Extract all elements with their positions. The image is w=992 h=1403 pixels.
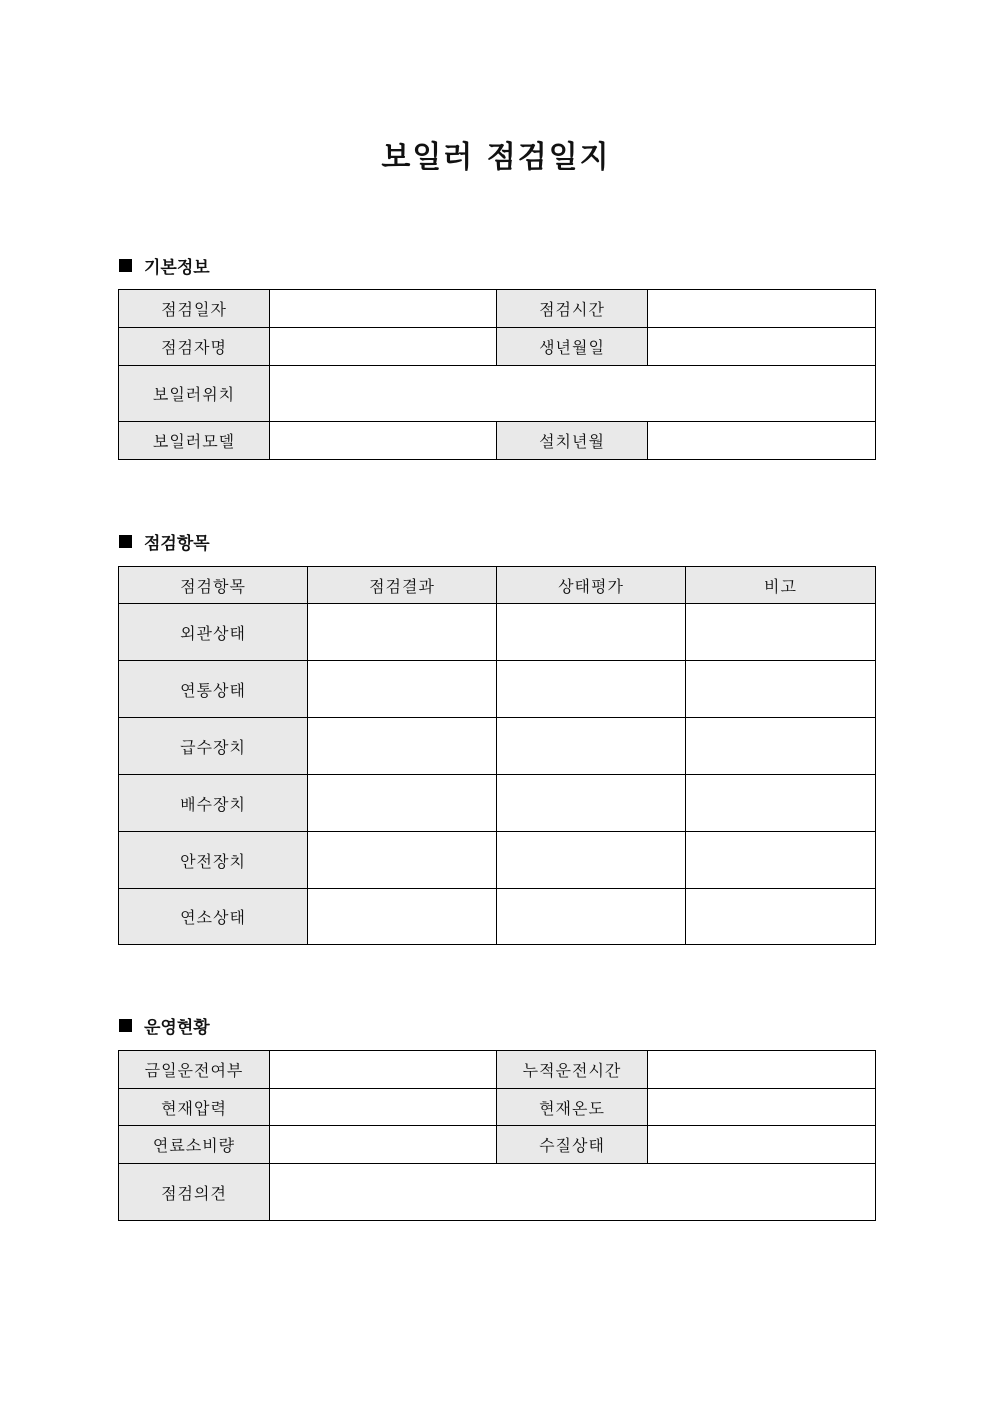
inspector-name-label: 점검자명	[119, 328, 270, 366]
square-bullet-icon	[119, 1019, 132, 1032]
evaluation-cell[interactable]	[497, 889, 686, 945]
inspection-opinion-label: 점검의견	[119, 1164, 270, 1221]
basic-info-table	[118, 289, 876, 460]
section-heading-label: 기본정보	[144, 257, 210, 278]
current-temperature-label: 현재온도	[497, 1089, 648, 1126]
column-header-remarks: 비고	[686, 567, 876, 604]
evaluation-cell[interactable]	[497, 832, 686, 889]
result-cell[interactable]	[308, 889, 497, 945]
table-row	[119, 604, 876, 661]
section-heading-basic-info	[119, 253, 210, 277]
boiler-model-label: 보일러모델	[119, 422, 270, 460]
inspection-time-field[interactable]	[648, 290, 876, 328]
item-label-exterior: 외관상태	[119, 604, 308, 661]
inspection-date-label: 점검일자	[119, 290, 270, 328]
evaluation-cell[interactable]	[497, 604, 686, 661]
remarks-cell[interactable]	[686, 889, 876, 945]
inspector-name-field[interactable]	[270, 328, 497, 366]
fuel-consumption-field[interactable]	[270, 1126, 497, 1164]
column-header-item: 점검항목	[119, 567, 308, 604]
table-row	[119, 366, 876, 422]
table-header-row	[119, 567, 876, 604]
inspection-opinion-field[interactable]	[270, 1164, 876, 1221]
boiler-model-field[interactable]	[270, 422, 497, 460]
result-cell[interactable]	[308, 775, 497, 832]
install-date-label: 설치년월	[497, 422, 648, 460]
result-cell[interactable]	[308, 832, 497, 889]
birth-date-field[interactable]	[648, 328, 876, 366]
table-row	[119, 775, 876, 832]
section-heading-label: 점검항목	[144, 533, 210, 554]
current-pressure-field[interactable]	[270, 1089, 497, 1126]
evaluation-cell[interactable]	[497, 661, 686, 718]
install-date-field[interactable]	[648, 422, 876, 460]
table-row	[119, 1126, 876, 1164]
remarks-cell[interactable]	[686, 718, 876, 775]
item-label-water-supply: 급수장치	[119, 718, 308, 775]
boiler-location-field[interactable]	[270, 366, 876, 422]
evaluation-cell[interactable]	[497, 775, 686, 832]
table-row	[119, 718, 876, 775]
remarks-cell[interactable]	[686, 832, 876, 889]
inspection-items-table	[118, 566, 876, 945]
item-label-safety: 안전장치	[119, 832, 308, 889]
current-temperature-field[interactable]	[648, 1089, 876, 1126]
water-quality-field[interactable]	[648, 1126, 876, 1164]
water-quality-label: 수질상태	[497, 1126, 648, 1164]
table-row	[119, 1164, 876, 1221]
table-row	[119, 832, 876, 889]
square-bullet-icon	[119, 535, 132, 548]
cumulative-hours-field[interactable]	[648, 1051, 876, 1089]
table-row	[119, 328, 876, 366]
square-bullet-icon	[119, 259, 132, 272]
item-label-combustion: 연소상태	[119, 889, 308, 945]
page-title: 보일러 점검일지	[381, 140, 611, 175]
birth-date-label: 생년월일	[497, 328, 648, 366]
today-operation-label: 금일운전여부	[119, 1051, 270, 1089]
operation-status-table	[118, 1050, 876, 1221]
fuel-consumption-label: 연료소비량	[119, 1126, 270, 1164]
remarks-cell[interactable]	[686, 661, 876, 718]
boiler-location-label: 보일러위치	[119, 366, 270, 422]
evaluation-cell[interactable]	[497, 718, 686, 775]
result-cell[interactable]	[308, 661, 497, 718]
inspection-time-label: 점검시간	[497, 290, 648, 328]
column-header-evaluation: 상태평가	[497, 567, 686, 604]
section-heading-operation-status	[119, 1013, 210, 1037]
current-pressure-label: 현재압력	[119, 1089, 270, 1126]
section-heading-label: 운영현황	[144, 1017, 210, 1038]
remarks-cell[interactable]	[686, 775, 876, 832]
table-row	[119, 889, 876, 945]
remarks-cell[interactable]	[686, 604, 876, 661]
today-operation-field[interactable]	[270, 1051, 497, 1089]
item-label-flue: 연통상태	[119, 661, 308, 718]
section-heading-inspection-items	[119, 529, 210, 553]
table-row	[119, 422, 876, 460]
table-row	[119, 1051, 876, 1089]
result-cell[interactable]	[308, 604, 497, 661]
table-row	[119, 1089, 876, 1126]
inspection-date-field[interactable]	[270, 290, 497, 328]
cumulative-hours-label: 누적운전시간	[497, 1051, 648, 1089]
result-cell[interactable]	[308, 718, 497, 775]
table-row	[119, 661, 876, 718]
column-header-result: 점검결과	[308, 567, 497, 604]
item-label-drainage: 배수장치	[119, 775, 308, 832]
table-row	[119, 290, 876, 328]
